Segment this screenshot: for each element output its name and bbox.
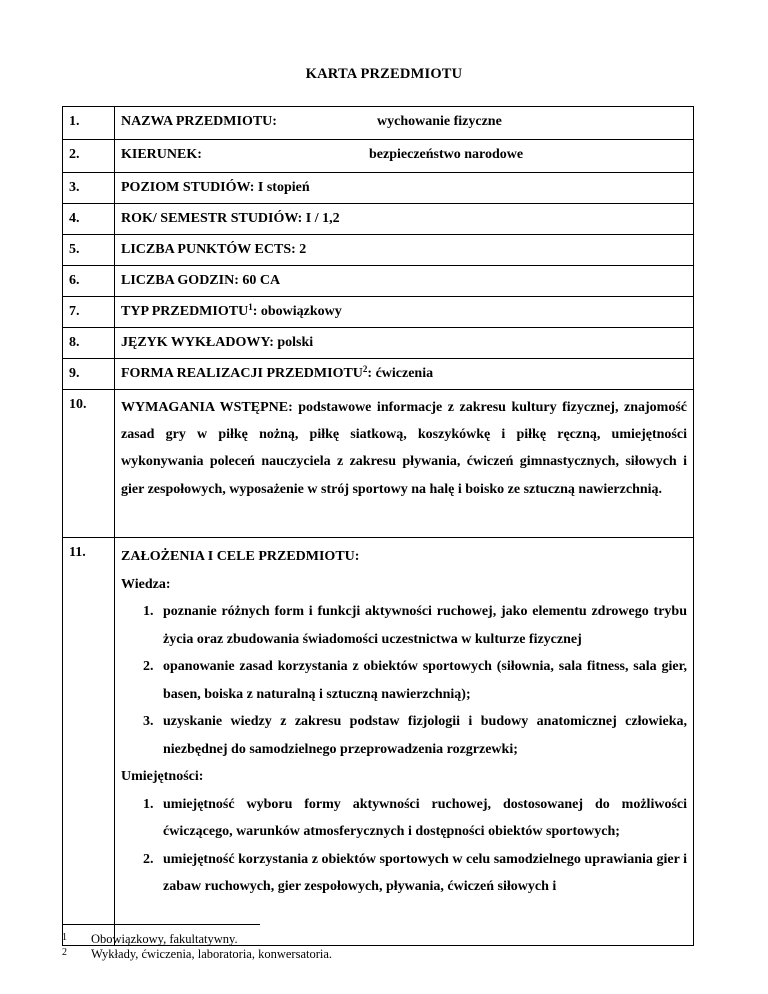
table-row (63, 328, 694, 359)
knowledge-list (121, 598, 687, 763)
table-row (63, 297, 694, 328)
row-number: 8. (63, 328, 115, 359)
ects-points: LICZBA PUNKTÓW ECTS: 2 (115, 235, 694, 266)
skills-list (121, 791, 687, 901)
row-number: 6. (63, 266, 115, 297)
footnote-ref: 1 (248, 302, 253, 312)
row-number: 9. (63, 359, 115, 390)
footnote-ref: 2 (362, 364, 368, 374)
list-item: 1. poznanie różnych form i funkcji aktywności ruchowej, jako elementu zdrowego trybu życia oraz zbudowania świadomości uczestnictwa w kulturze fizycznej (143, 604, 687, 647)
table-row (63, 107, 694, 140)
table-row (63, 266, 694, 297)
prerequisites: WYMAGANIA WSTĘPNE: podstawowe informacje z zakresu kultury fizycznej, znajomość zasad gry w piłkę nożną, piłkę siatkową, koszykówkę i piłkę ręczną, umiejętności wykonywania poleceń nauczyciela z zakresu pływania, ćwiczeń gimnastycznych, siłowych i gier zespołowych, wyposażenie w strój sportowy na halę i boisko ze sztuczną nawierzchnią. (121, 400, 687, 497)
skills-label: Umiejętności: (121, 769, 204, 784)
teaching-language: JĘZYK WYKŁADOWY: polski (115, 328, 694, 359)
row-number: 3. (63, 173, 115, 204)
course-form: FORMA REALIZACJI PRZEDMIOTU$^2$: ćwiczenia (115, 359, 694, 390)
row-number: 7. (63, 297, 115, 328)
table-row (63, 359, 694, 390)
footnote-separator (62, 924, 260, 925)
row-number: 10. (63, 390, 115, 538)
table-row (63, 538, 694, 946)
course-name-label: NAZWA PRZEDMIOTU: (121, 114, 277, 129)
row-number: 11. (63, 538, 115, 946)
list-item: 1. umiejętność wyboru formy aktywności ruchowej, dostosowanej do możliwości ćwiczącego, warunków atmosferycznych i dostępności obiektów sportowych; (143, 796, 687, 839)
field-of-study-label: KIERUNEK: (121, 147, 202, 162)
course-type: TYP PRZEDMIOTU$^1$: obowiązkowy (115, 297, 694, 328)
table-row (63, 140, 694, 173)
section-heading: ZAŁOŻENIA I CELE PRZEDMIOTU: (121, 549, 360, 564)
list-item: 3. uzyskanie wiedzy z zakresu podstaw fizjologii i budowy anatomicznej człowieka, niezbędnej do samodzielnego przeprowadzenia rozgrzewki; (143, 714, 687, 757)
table-row (63, 235, 694, 266)
study-level: POZIOM STUDIÓW: I stopień (115, 173, 694, 204)
row-number: 1. (63, 107, 115, 140)
hours-count: LICZBA GODZIN: 60 CA (115, 266, 694, 297)
document-title: KARTA PRZEDMIOTU (305, 66, 463, 82)
table-row (63, 204, 694, 235)
knowledge-label: Wiedza: (121, 576, 171, 592)
table-row (63, 390, 694, 538)
row-number: 5. (63, 235, 115, 266)
field-of-study-value: bezpieczeństwo narodowe (369, 147, 524, 162)
course-card-table (62, 106, 694, 946)
list-item: 2. opanowanie zasad korzystania z obiektów sportowych (siłownia, sala fitness, sala gier, basen, boiska z naturalną i sztuczną nawierzchnią); (143, 659, 687, 702)
course-name-value: wychowanie fizyczne (377, 114, 502, 129)
list-item: 2. umiejętność korzystania z obiektów sportowych w celu samodzielnego uprawiania gier i zabaw ruchowych, gier zespołowych, pływania, ćwiczeń siłowych i (143, 851, 687, 894)
row-number: 2. (63, 140, 115, 173)
year-semester: ROK/ SEMESTR STUDIÓW: I / 1,2 (115, 204, 694, 235)
table-row (63, 173, 694, 204)
row-number: 4. (63, 204, 115, 235)
